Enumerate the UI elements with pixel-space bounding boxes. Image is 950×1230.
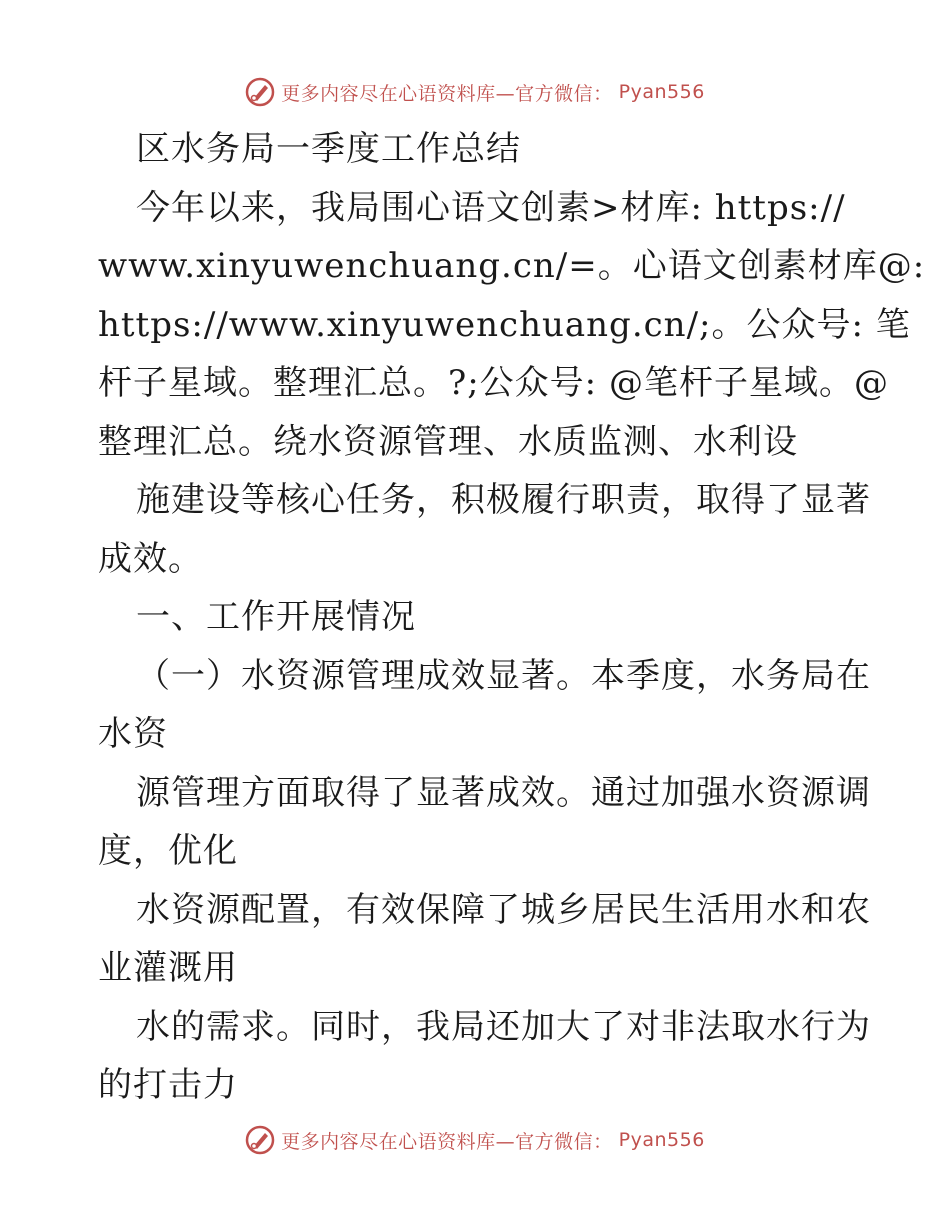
text-line: 度，优化 <box>98 831 238 871</box>
text-line: 今年以来，我局围心语文创素>材库: https:// <box>136 187 846 228</box>
footer-watermark-banner <box>0 1120 950 1160</box>
text-line: 源管理方面取得了显著成效。通过加强水资源调 <box>136 772 871 813</box>
header-watermark-banner <box>0 72 950 112</box>
text-line: 施建设等核心任务，积极履行职责，取得了显著 <box>136 480 871 520</box>
document-title: 区水务局一季度工作总结 <box>136 129 521 169</box>
text-line: 成效。 <box>98 538 203 579</box>
banner-handle: Pyan556 <box>618 81 705 103</box>
text-line: www.xinyuwenchuang.cn/=。心语文创素材库@: <box>98 246 926 286</box>
text-line: https://www.xinyuwenchuang.cn/;。公众号: 笔 <box>98 304 911 345</box>
subsection-heading: （一）水资源管理成效显著。本季度，水务局在 <box>136 655 871 696</box>
pen-logo-icon <box>245 77 275 107</box>
banner-text: 更多内容尽在心语资料库—官方微信： <box>281 82 613 105</box>
banner-handle: Pyan556 <box>618 1129 705 1151</box>
banner-text: 更多内容尽在心语资料库—官方微信： <box>281 1130 613 1153</box>
text-line: 业灌溉用 <box>98 948 238 988</box>
text-line: 水资源配置，有效保障了城乡居民生活用水和农 <box>136 889 871 930</box>
text-line: 水的需求。同时，我局还加大了对非法取水行为 <box>136 1006 871 1047</box>
text-line: 杆子星域。整理汇总。?;公众号: @笔杆子星域。@ <box>98 363 889 403</box>
document-body <box>98 120 926 1115</box>
text-line: 水资 <box>98 714 168 754</box>
section-heading: 一、工作开展情况 <box>136 597 416 637</box>
text-line: 的打击力 <box>98 1065 238 1105</box>
pen-logo-icon <box>245 1125 275 1155</box>
text-line: 整理汇总。绕水资源管理、水质监测、水利设 <box>98 421 798 462</box>
